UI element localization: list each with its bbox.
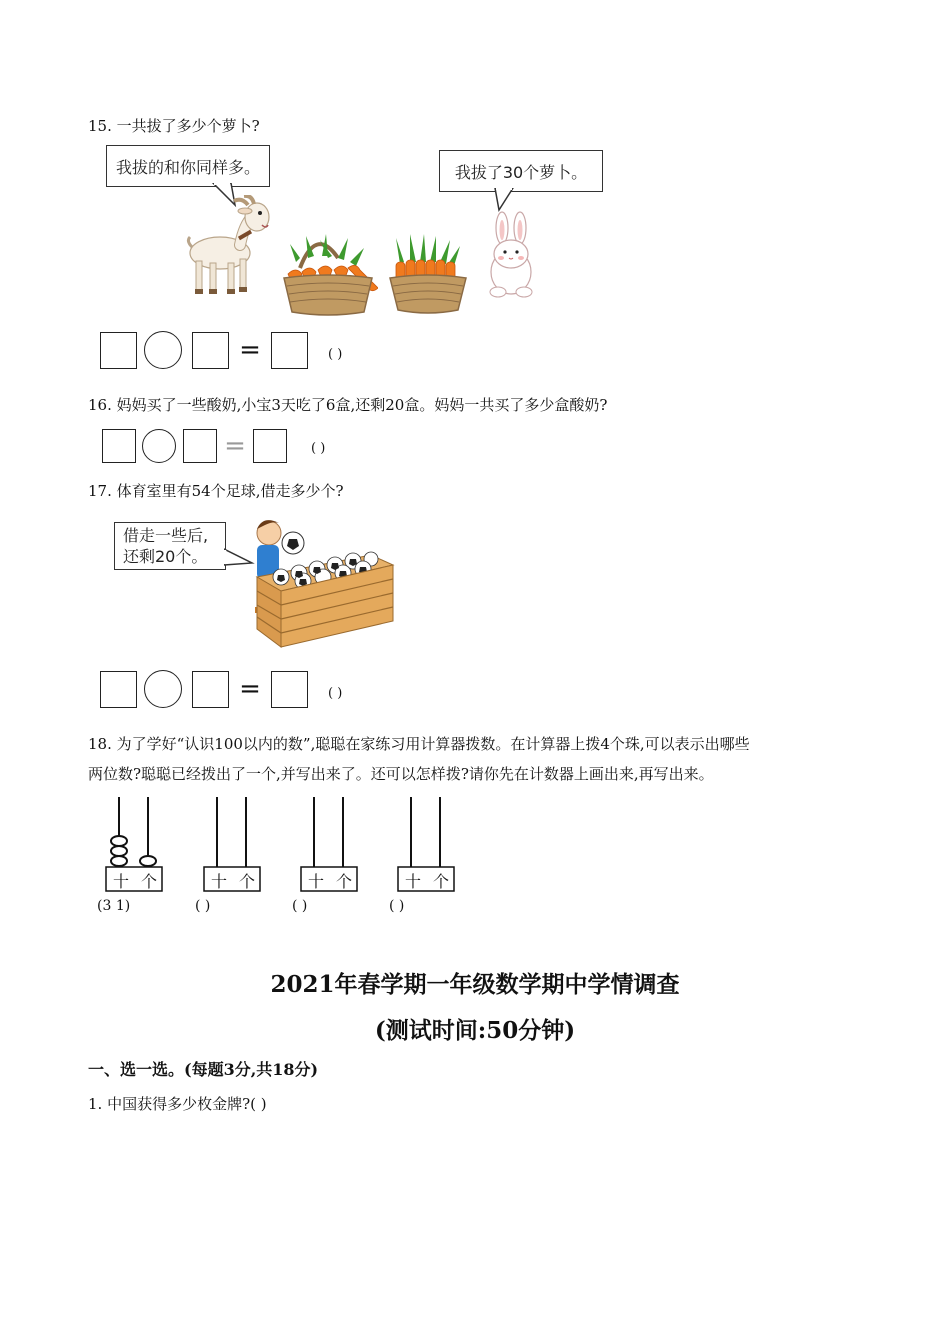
q17-operator-circle[interactable] <box>144 670 182 708</box>
q15-answer-box-3[interactable] <box>271 332 308 369</box>
boy-speech-bubble <box>114 522 226 570</box>
q17-equation <box>100 670 342 708</box>
q15-answer-box-1[interactable] <box>100 332 137 369</box>
abacus-tens-label: 十 <box>113 872 130 891</box>
abacus-bead <box>111 856 127 866</box>
abacus-answer-paren[interactable]: ( ) <box>195 898 211 914</box>
question-1-text: 1. 中国获得多少枚金牌?( ) <box>88 1095 267 1113</box>
abacus-tens-label: 十 <box>211 872 228 891</box>
abacus-ones-label: 个 <box>336 872 353 891</box>
q16-answer-box-2[interactable] <box>183 429 217 463</box>
abacus-tens-label: 十 <box>308 872 325 891</box>
question-15-text: 15. 一共拔了多少个萝卜? <box>88 117 260 135</box>
q16-equation <box>102 429 325 463</box>
rabbit-speech-bubble <box>439 150 603 192</box>
abacus-ones-label: 个 <box>141 872 158 891</box>
goat-illustration <box>182 195 277 300</box>
abacus-answer-paren[interactable]: ( ) <box>292 898 308 914</box>
football-crate-illustration <box>243 515 398 650</box>
q15-operator-circle[interactable] <box>144 331 182 369</box>
question-18-line-2: 两位数?聪聪已经拨出了一个,并写出来了。还可以怎样拨?请你先在计数器上画出来,再写出来。 <box>88 765 714 783</box>
question-16-text: 16. 妈妈买了一些酸奶,小宝3天吃了6盒,还剩20盒。妈妈一共买了多少盒酸奶? <box>88 396 608 414</box>
q17-answer-box-3[interactable] <box>271 671 308 708</box>
q17-answer-box-2[interactable] <box>192 671 229 708</box>
exam-title: 2021年春学期一年级数学期中学情调查 <box>270 971 680 998</box>
q16-equals-sign: = <box>224 431 246 461</box>
abacus-bead <box>111 836 127 846</box>
section-1-heading: 一、选一选。(每题3分,共18分) <box>88 1060 319 1079</box>
abacus-tens-label: 十 <box>405 872 422 891</box>
abacus-answer-paren[interactable]: ( ) <box>389 898 405 914</box>
q16-operator-circle[interactable] <box>142 429 176 463</box>
abacus-ones-label: 个 <box>433 872 450 891</box>
abacus-bead <box>140 856 156 866</box>
q15-answer-box-2[interactable] <box>192 332 229 369</box>
q17-answer-paren[interactable]: ( ) <box>328 685 343 701</box>
q15-equals-sign: = <box>239 335 261 365</box>
carrot-basket-2 <box>388 232 468 314</box>
q16-answer-box-3[interactable] <box>253 429 287 463</box>
rabbit-illustration <box>482 210 542 300</box>
goat-speech-bubble <box>106 145 270 187</box>
q15-equation <box>100 331 342 369</box>
rabbit-speech-text: 我拔了30个萝卜。 <box>454 162 588 182</box>
boy-speech-line-1: 借走一些后, <box>123 526 209 545</box>
q16-answer-paren[interactable]: ( ) <box>311 440 326 456</box>
q16-answer-box-1[interactable] <box>102 429 136 463</box>
carrot-basket-1 <box>278 228 378 318</box>
abacus-answer-paren[interactable]: (3 1) <box>97 898 131 914</box>
goat-speech-text: 我拔的和你同样多。 <box>115 157 260 177</box>
question-17-text: 17. 体育室里有54个足球,借走多少个? <box>88 482 344 500</box>
abacus-ones-label: 个 <box>239 872 256 891</box>
q17-answer-box-1[interactable] <box>100 671 137 708</box>
abacus-bead <box>111 846 127 856</box>
q15-answer-paren[interactable]: ( ) <box>328 346 343 362</box>
exam-subtitle: (测试时间:50分钟) <box>374 1017 576 1044</box>
q17-equals-sign: = <box>239 674 261 704</box>
boy-speech-line-2: 还剩20个。 <box>123 547 208 566</box>
question-18-line-1: 18. 为了学好“认识100以内的数”,聪聪在家练习用计算器拨数。在计算器上拨4个珠,可以表示出哪些 <box>88 735 750 753</box>
